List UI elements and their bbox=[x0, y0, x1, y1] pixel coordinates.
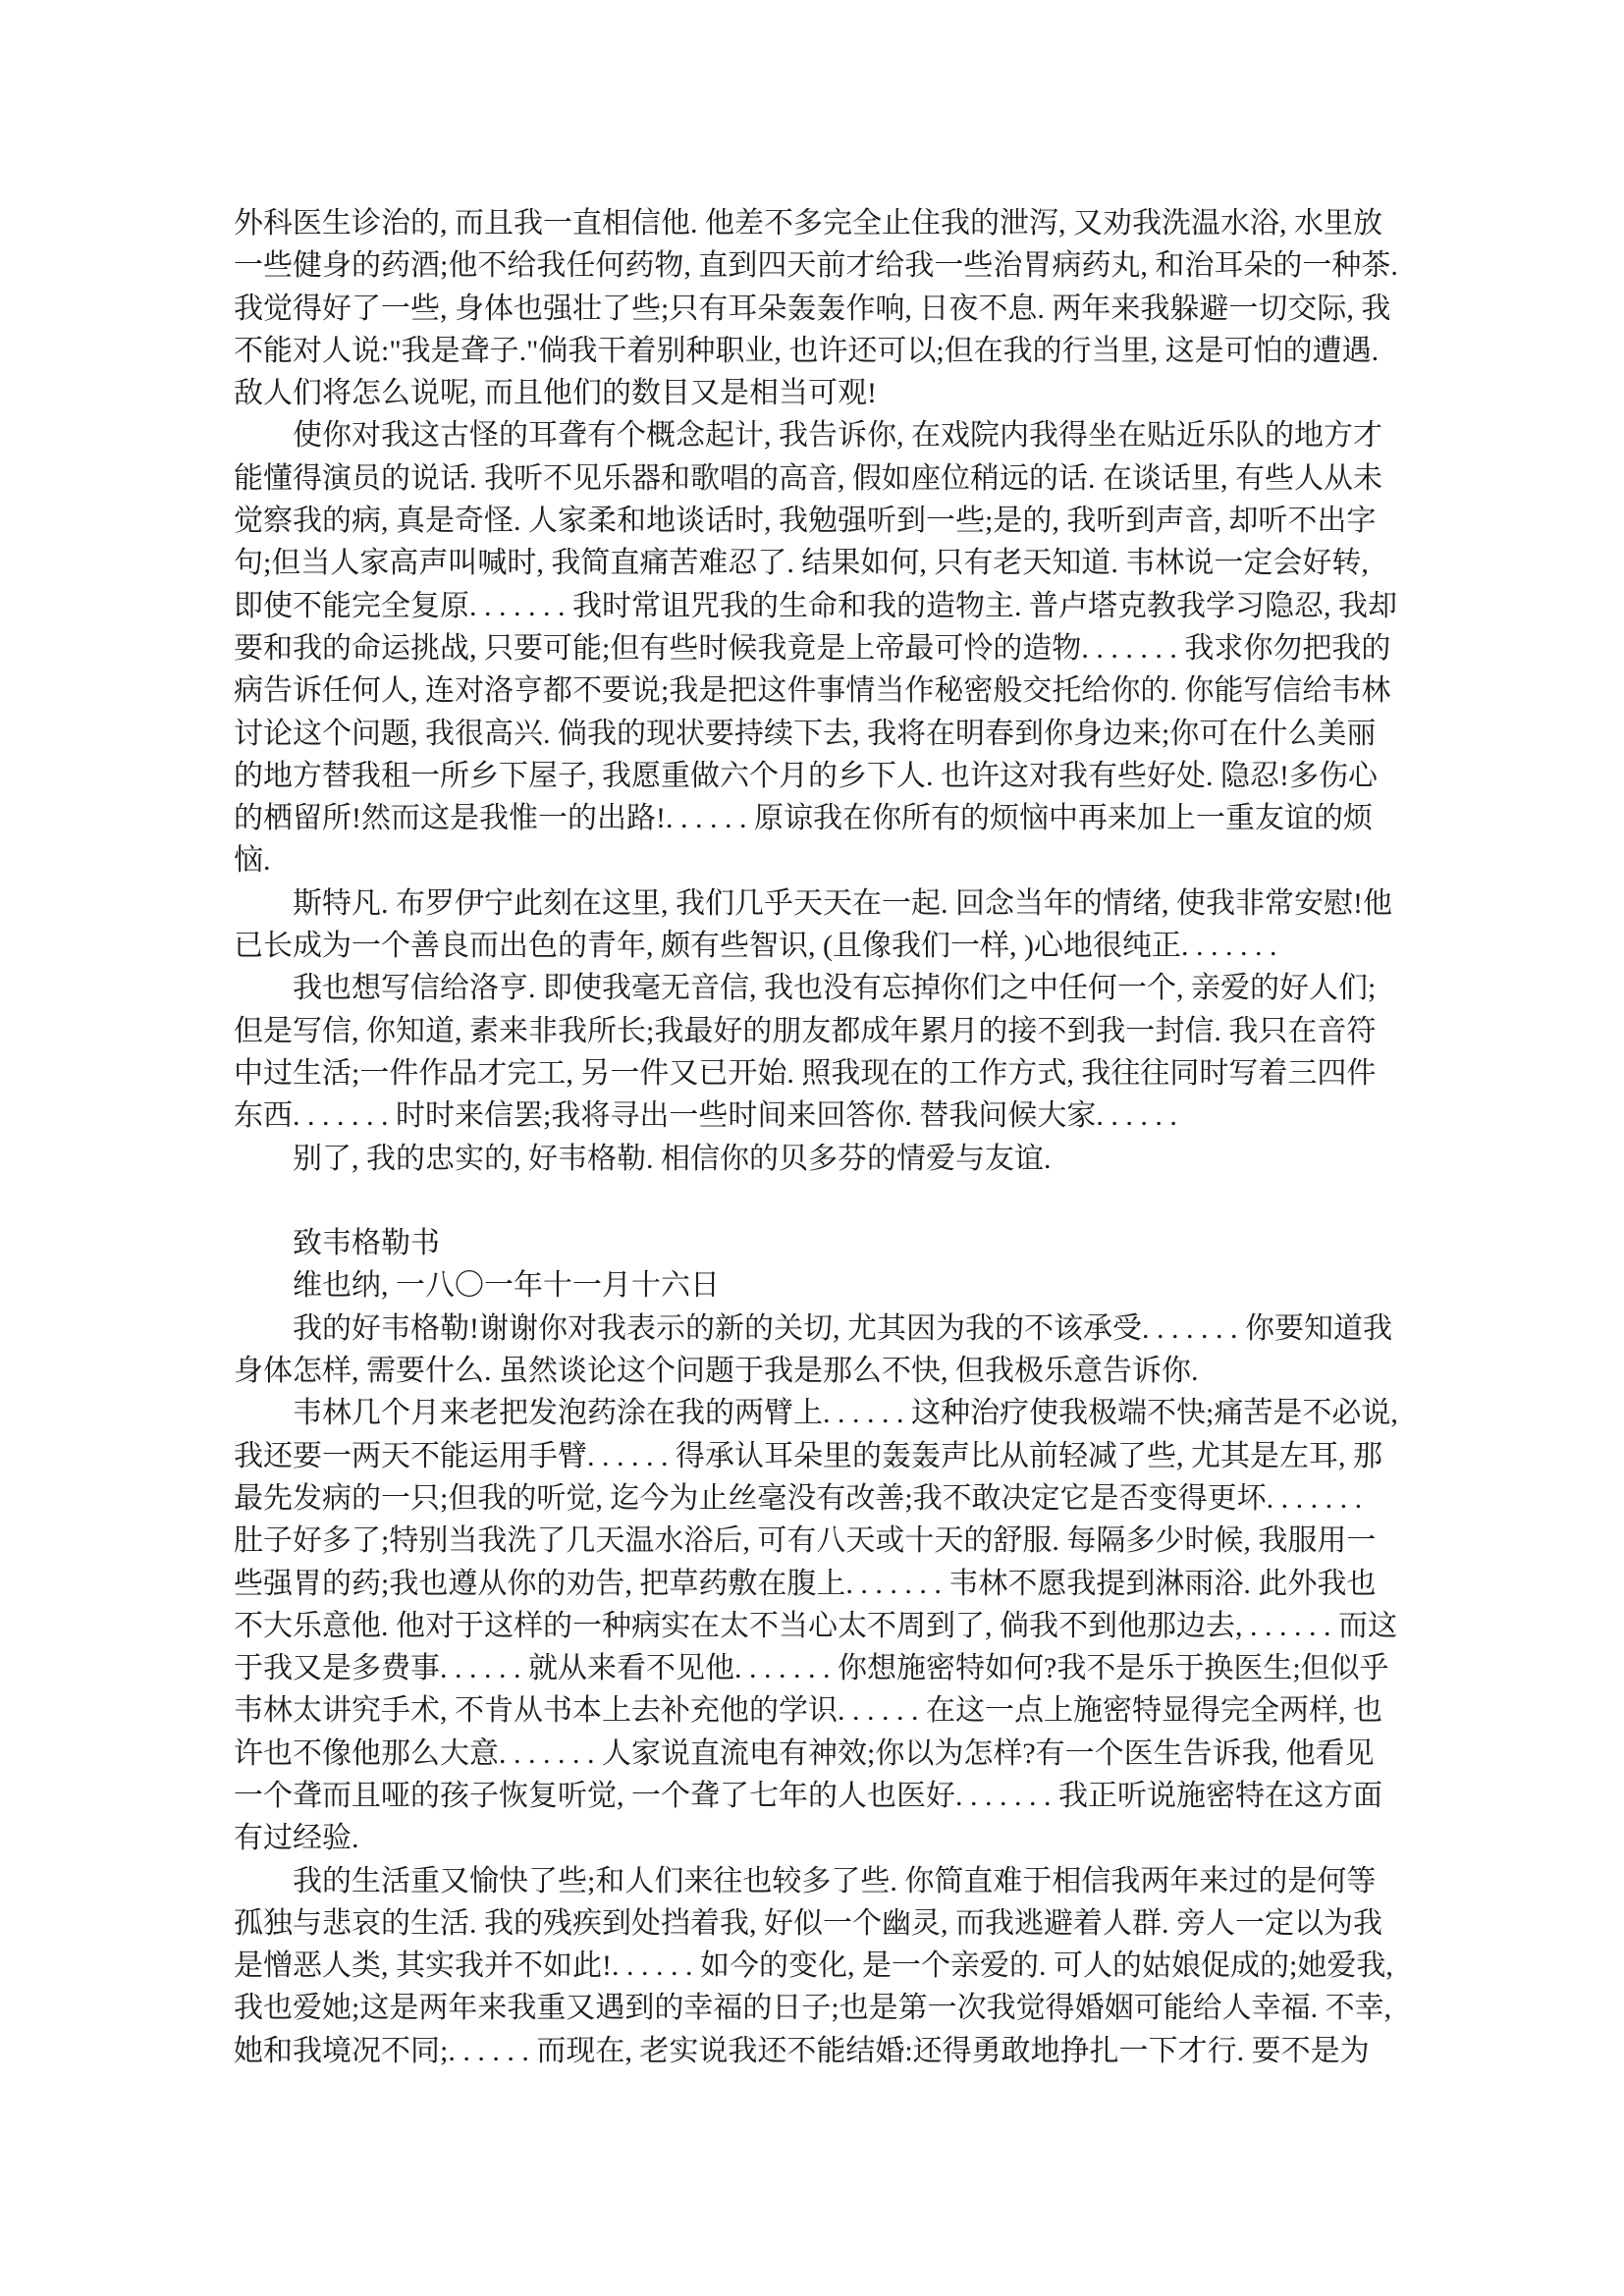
text-line: 韦林几个月来老把发泡药涂在我的两臂上. . . . . . 这种治疗使我极端不快;痛苦是不必说, bbox=[293, 1397, 1398, 1430]
text-line: 孤独与悲哀的生活. 我的残疾到处挡着我, 好似一个幽灵, 而我逃避着人群. 旁人一定以为我 bbox=[234, 1906, 1382, 1940]
text-line: 病告诉任何人, 连对洛亨都不要说;我是把这件事情当作秘密般交托给你的. 你能写信给韦林 bbox=[234, 674, 1391, 708]
text-line: 我觉得好了一些, 身体也强壮了些;只有耳朵轰轰作响, 日夜不息. 两年来我躲避一切交际, 我 bbox=[234, 292, 1391, 325]
text-line: 肚子好多了;特别当我洗了几天温水浴后, 可有八天或十天的舒服. 每隔多少时候, 我服用一 bbox=[234, 1524, 1377, 1558]
text-line: 我还要一两天不能运用手臂. . . . . . 得承认耳朵里的轰轰声比从前轻减了些, 尤其是左耳, 那 bbox=[234, 1439, 1382, 1472]
text-line: 一些健身的药酒;他不给我任何药物, 直到四天前才给我一些治胃病药丸, 和治耳朵的一种茶. bbox=[234, 249, 1398, 283]
text-line: 别了, 我的忠实的, 好韦格勒. 相信你的贝多芬的情爱与友谊. bbox=[293, 1142, 1052, 1175]
text-line: 外科医生诊治的, 而且我一直相信他. 他差不多完全止住我的泄泻, 又劝我洗温水浴, 水里放 bbox=[234, 207, 1382, 240]
text-line: 我也想写信给洛亨. 即使我毫无音信, 我也没有忘掉你们之中任何一个, 亲爱的好人们; bbox=[293, 972, 1377, 1005]
text-line: 觉察我的病, 真是奇怪. 人家柔和地谈话时, 我勉强听到一些;是的, 我听到声音, 却听不出字 bbox=[234, 505, 1377, 538]
text-line: 是憎恶人类, 其实我并不如此!. . . . . . 如今的变化, 是一个亲爱的. 可人的姑娘促成的;她爱我, bbox=[234, 1949, 1393, 1983]
text-line: 敌人们将怎么说呢, 而且他们的数目又是相当可观! bbox=[234, 377, 877, 410]
text-line: 使你对我这古怪的耳聋有个概念起计, 我告诉你, 在戏院内我得坐在贴近乐队的地方才 bbox=[293, 419, 1382, 453]
text-line: 于我又是多费事. . . . . . 就从来看不见他. . . . . . . 你想施密特如何?我不是乐于换医生;但似乎 bbox=[234, 1652, 1389, 1685]
text-line: 的地方替我租一所乡下屋子, 我愿重做六个月的乡下人. 也许这对我有些好处. 隐忍!多伤心 bbox=[234, 759, 1378, 792]
text-line: 身体怎样, 需要什么. 虽然谈论这个问题于我是那么不快, 但我极乐意告诉你. bbox=[234, 1355, 1199, 1388]
blank-line bbox=[234, 1180, 1481, 1222]
text-line: 韦林太讲究手术, 不肯从书本上去补充他的学识. . . . . . 在这一点上施密特显得完全两样, 也 bbox=[234, 1694, 1382, 1728]
text-line: 最先发病的一只;但我的听觉, 迄今为止丝毫没有改善;我不敢决定它是否变得更坏. . . . . . . bbox=[234, 1481, 1363, 1515]
text-line: 讨论这个问题, 我很高兴. 倘我的现状要持续下去, 我将在明春到你身边来;你可在什么美丽 bbox=[234, 717, 1377, 750]
text-line: 的栖留所!然而这是我惟一的出路!. . . . . . 原谅我在你所有的烦恼中再来加上一重友谊的烦 bbox=[234, 802, 1373, 835]
text-line: 即使不能完全复原. . . . . . . 我时常诅咒我的生命和我的造物主. 普卢塔克教我学习隐忍, 我却 bbox=[234, 589, 1397, 622]
text-line: 但是写信, 你知道, 素来非我所长;我最好的朋友都成年累月的接不到我一封信. 我只在音符 bbox=[234, 1014, 1377, 1047]
text-line: 致韦格勒书 bbox=[293, 1227, 440, 1260]
text-line: 能懂得演员的说话. 我听不见乐器和歌唱的高音, 假如座位稍远的话. 在谈话里, 有些人从未 bbox=[234, 461, 1382, 495]
text-line: 要和我的命运挑战, 只要可能;但有些时候我竟是上帝最可怜的造物. . . . . . . 我求你勿把我的 bbox=[234, 631, 1391, 665]
text-line: 中过生活;一件作品才完工, 另一件又已开始. 照我现在的工作方式, 我往往同时写着三四件 bbox=[234, 1056, 1377, 1090]
text-line: 斯特凡. 布罗伊宁此刻在这里, 我们几乎天天在一起. 回念当年的情绪, 使我非常安慰!他 bbox=[293, 886, 1392, 920]
text-line: 些强胃的药;我也遵从你的劝告, 把草药敷在腹上. . . . . . . 韦林不愿我提到淋雨浴. 此外我也 bbox=[234, 1567, 1377, 1600]
text-line: 我的生活重又愉快了些;和人们来往也较多了些. 你简直难于相信我两年来过的是何等 bbox=[293, 1864, 1377, 1897]
text-line: 一个聋而且哑的孩子恢复听觉, 一个聋了七年的人也医好. . . . . . . 我正听说施密特在这方面 bbox=[234, 1779, 1382, 1812]
text-line: 不大乐意他. 他对于这样的一种病实在太不当心太不周到了, 倘我不到他那边去, . . . . . . 而这 bbox=[234, 1609, 1397, 1642]
text-line: 我的好韦格勒!谢谢你对我表示的新的关切, 尤其因为我的不该承受. . . . . . . 你要知道我 bbox=[293, 1311, 1392, 1345]
text-line: 已长成为一个善良而出色的青年, 颇有些智识, (且像我们一样, )心地很纯正. . . . . . . bbox=[234, 930, 1277, 963]
text-line: 我也爱她;这是两年来我重又遇到的幸福的日子;也是第一次我觉得婚姻可能给人幸福. 不幸, bbox=[234, 1992, 1392, 2025]
text-line: 许也不像他那么大意. . . . . . . 人家说直流电有神效;你以为怎样?有一个医生告诉我, 他看见 bbox=[234, 1736, 1375, 1770]
text-line: 维也纳, 一八〇一年十一月十六日 bbox=[293, 1269, 720, 1303]
letter-text-block bbox=[234, 202, 1481, 2072]
text-line: 东西. . . . . . . 时时来信罢;我将寻出一些时间来回答你. 替我问候大家. . . . . . bbox=[234, 1099, 1177, 1133]
text-line: 恼. bbox=[234, 844, 271, 878]
text-line: 有过经验. bbox=[234, 1822, 359, 1855]
text-line: 她和我境况不同;. . . . . . 而现在, 老实说我还不能结婚:还得勇敢地挣扎一下才行. 要不是为 bbox=[234, 2034, 1370, 2067]
text-line: 句;但当人家高声叫喊时, 我简直痛苦难忍了. 结果如何, 只有老天知道. 韦林说一定会好转, bbox=[234, 547, 1369, 580]
text-line: 不能对人说:"我是聋子."倘我干着别种职业, 也许还可以;但在我的行当里, 这是可怕的遭遇. bbox=[234, 334, 1380, 367]
